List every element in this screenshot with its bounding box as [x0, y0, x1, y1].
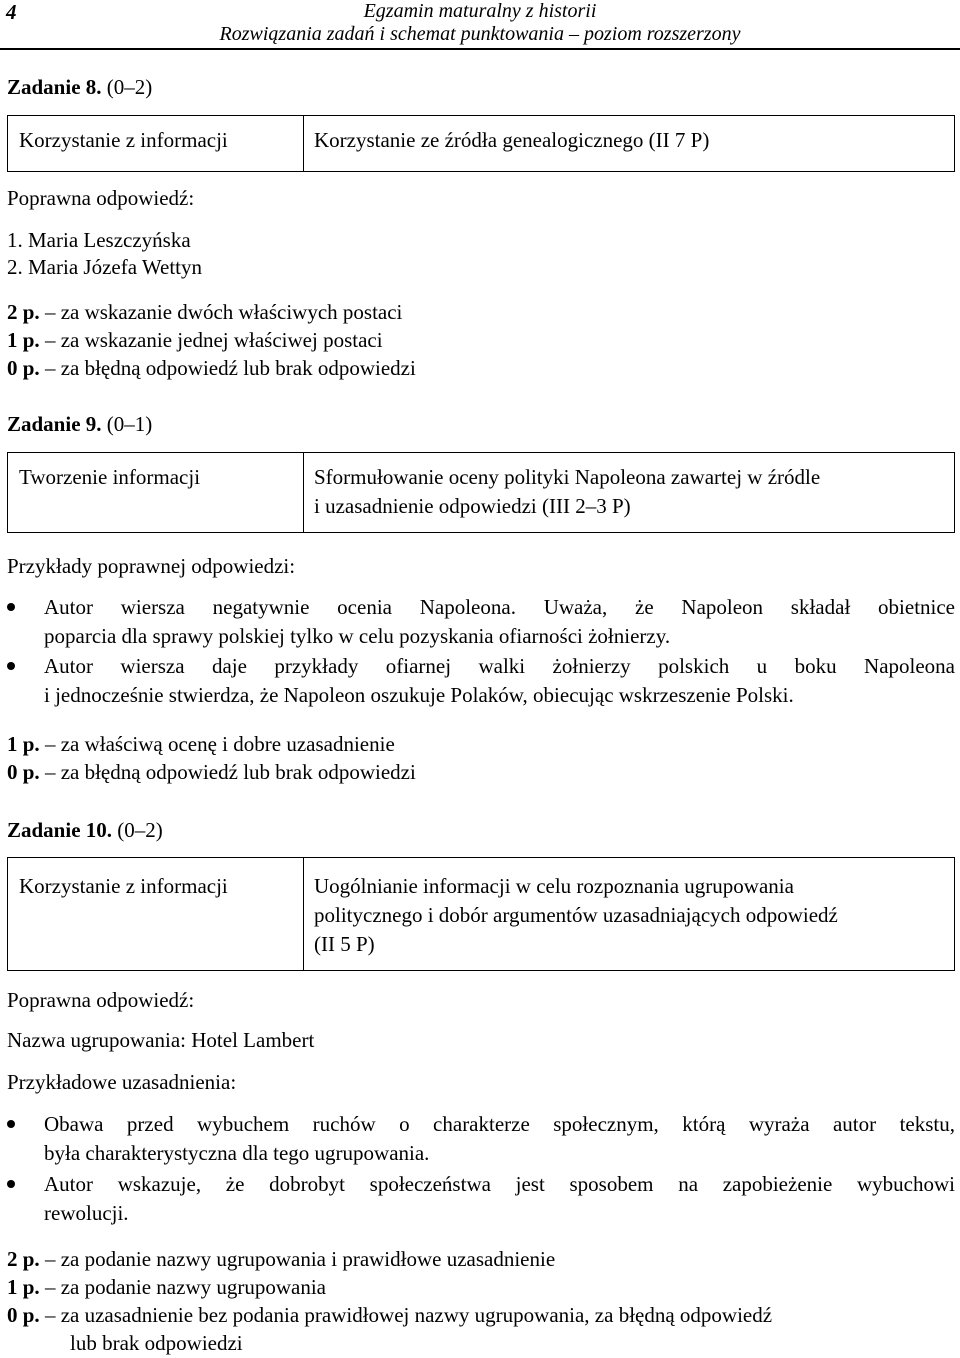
task-9-range: (0–1): [106, 412, 153, 436]
task-8-answer-2: 2. Maria Józefa Wettyn: [7, 255, 203, 279]
task-8-scoring-1: [7, 326, 383, 354]
task-9-scoring-1: [7, 730, 395, 758]
scoring-text: – za podanie nazwy ugrupowania i prawidłowe uzasadnienie: [44, 1247, 556, 1271]
task-9-criteria-area: Tworzenie informacji: [8, 453, 304, 532]
bullet-line: Autor wiersza daje przykłady ofiarnej walki żołnierzy polskich u boku Napoleona: [44, 654, 955, 678]
criteria-line: Uogólnianie informacji w celu rozpoznania ugrupowania: [314, 874, 794, 898]
scoring-text-continued: lub brak odpowiedzi: [70, 1331, 243, 1355]
task-8-range: (0–2): [106, 75, 153, 99]
task-9-criteria-description: [304, 453, 954, 532]
task-10-bullet-1: [44, 1110, 955, 1168]
task-9-bullet-1: [44, 593, 955, 651]
task-8-criteria-area: Korzystanie z informacji: [8, 116, 304, 171]
task-9-scoring-0: [7, 758, 416, 786]
criteria-line: (II 5 P): [314, 932, 375, 956]
task-10-group-name: Nazwa ugrupowania: Hotel Lambert: [7, 1028, 315, 1052]
task-10-scoring-0: [7, 1301, 955, 1357]
scoring-points: 0 p.: [7, 760, 40, 784]
task-9-criteria-table: [7, 452, 955, 533]
task-10-criteria-description: [304, 858, 954, 970]
task-10-scoring-1: [7, 1273, 326, 1301]
task-10-title: [7, 816, 163, 844]
scoring-text: – za błędną odpowiedź lub brak odpowiedzi: [44, 356, 416, 380]
bullet-line: była charakterystyczna dla tego ugrupowania.: [44, 1141, 430, 1165]
criteria-line: politycznego i dobór argumentów uzasadniających odpowiedź: [314, 903, 838, 927]
task-8-number: Zadanie 8.: [7, 75, 102, 99]
page-number: 4: [6, 0, 17, 24]
task-9-number: Zadanie 9.: [7, 412, 102, 436]
task-10-criteria-area: Korzystanie z informacji: [8, 858, 304, 970]
task-10-scoring-2: [7, 1245, 555, 1273]
task-8-scoring-2: [7, 298, 402, 326]
page-header: [0, 0, 960, 50]
task-9-title: [7, 410, 152, 438]
scoring-text: – za wskazanie dwóch właściwych postaci: [44, 300, 403, 324]
scoring-points: 0 p.: [7, 356, 40, 380]
bullet-line: rewolucji.: [44, 1201, 129, 1225]
header-title: Egzamin maturalny z historii: [363, 0, 597, 22]
task-10-number: Zadanie 10.: [7, 818, 113, 842]
task-8-answer-1: 1. Maria Leszczyńska: [7, 228, 191, 252]
task-8-title: [7, 73, 152, 101]
criteria-line: Korzystanie ze źródła genealogicznego (II 7 P): [314, 128, 710, 152]
bullet-line: poparcia dla sprawy polskiej tylko w celu pozyskania ofiarności żołnierzy.: [44, 624, 671, 648]
task-9-examples-label: Przykłady poprawnej odpowiedzi:: [7, 554, 296, 578]
scoring-text: – za właściwą ocenę i dobre uzasadnienie: [44, 732, 395, 756]
scoring-points: 1 p.: [7, 328, 40, 352]
criteria-line: Sformułowanie oceny polityki Napoleona zawartej w źródle: [314, 465, 821, 489]
scoring-text: – za wskazanie jednej właściwej postaci: [44, 328, 383, 352]
task-8-answer-label: Poprawna odpowiedź:: [7, 186, 195, 210]
scoring-points: 2 p.: [7, 1247, 40, 1271]
bullet-line: Autor wskazuje, że dobrobyt społeczeństwa jest sposobem na zapobieżenie wybuchowi: [44, 1172, 955, 1196]
task-8-scoring-0: [7, 354, 416, 382]
task-10-range: (0–2): [117, 818, 163, 842]
task-9-bullet-2: [44, 652, 955, 710]
task-10-bullet-2: [44, 1170, 955, 1228]
scoring-points: 1 p.: [7, 732, 40, 756]
bullet-line: Autor wiersza negatywnie ocenia Napoleona. Uważa, że Napoleon składał obietnice: [44, 595, 955, 619]
scoring-text: – za uzasadnienie bez podania prawidłowej nazwy ugrupowania, za błędną odpowiedź: [44, 1303, 773, 1327]
task-10-answer-label: Poprawna odpowiedź:: [7, 988, 195, 1012]
scoring-points: 1 p.: [7, 1275, 40, 1299]
scoring-points: 0 p.: [7, 1303, 40, 1327]
task-10-justifications-label: Przykładowe uzasadnienia:: [7, 1070, 237, 1094]
task-8-criteria-table: [7, 115, 955, 172]
scoring-text: – za podanie nazwy ugrupowania: [44, 1275, 326, 1299]
task-10-criteria-table: [7, 857, 955, 971]
header-rule: [0, 48, 960, 50]
criteria-line: i uzasadnienie odpowiedzi (III 2–3 P): [314, 494, 631, 518]
task-8-criteria-description: [304, 116, 954, 171]
bullet-line: Obawa przed wybuchem ruchów o charakterze społecznym, którą wyraża autor tekstu,: [44, 1112, 955, 1136]
scoring-text: – za błędną odpowiedź lub brak odpowiedzi: [44, 760, 416, 784]
scoring-points: 2 p.: [7, 300, 40, 324]
bullet-line: i jednocześnie stwierdza, że Napoleon oszukuje Polaków, obiecując wskrzeszenie Polski.: [44, 683, 794, 707]
header-subtitle: Rozwiązania zadań i schemat punktowania – poziom rozszerzony: [219, 23, 741, 45]
